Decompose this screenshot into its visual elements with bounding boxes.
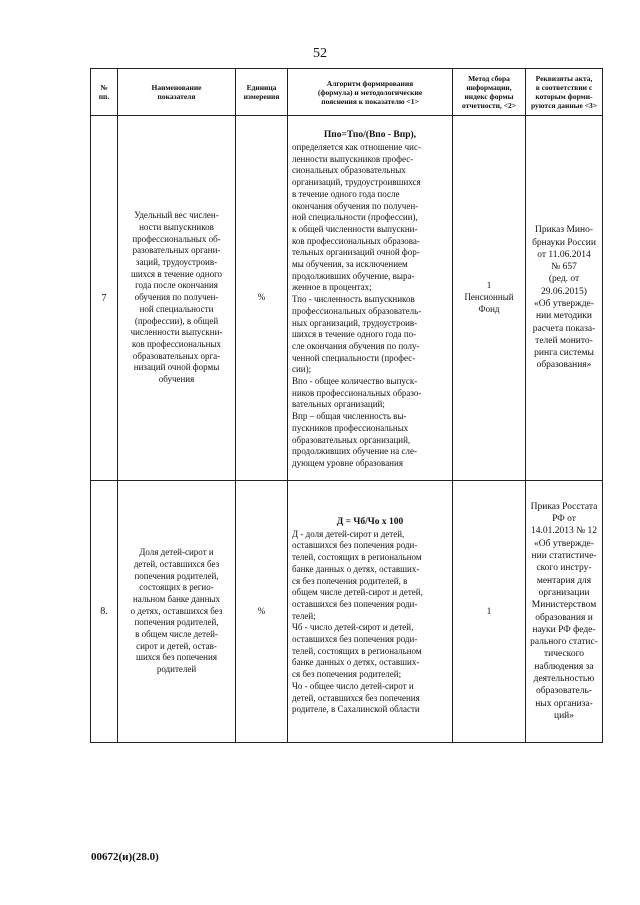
text-line: Министерством bbox=[531, 600, 597, 611]
text-line: вательных организаций; bbox=[292, 399, 385, 410]
text-line: дующем уровне образования bbox=[292, 457, 403, 468]
text-line: Впо - общее количество выпуск- bbox=[292, 376, 418, 387]
indicators-table bbox=[90, 68, 603, 743]
header-method bbox=[453, 69, 526, 116]
header-num bbox=[91, 69, 118, 116]
text-line: ков профессиональных bbox=[132, 338, 221, 349]
header-line: Наименование bbox=[151, 83, 202, 92]
text-line: № 657 bbox=[551, 262, 577, 273]
text-line: к общей численности выпускни- bbox=[292, 223, 418, 234]
formula: Ппо=Тпо/(Впо - Впр), bbox=[323, 130, 417, 141]
header-line: Метод сбора bbox=[468, 74, 510, 83]
formula: Д = Чб/Чо х 100 bbox=[336, 517, 404, 528]
header-line: Единица bbox=[246, 83, 277, 92]
text-line: Доля детей-сирот и bbox=[139, 547, 214, 558]
text-line: ся без попечения родителей; bbox=[292, 669, 402, 680]
text-line: женное в процентах; bbox=[292, 282, 372, 293]
header-line: измерения bbox=[243, 92, 280, 101]
text-line: 14.01.2013 № 12 bbox=[530, 526, 598, 537]
header-unit bbox=[236, 69, 288, 116]
text-line: попечения родителей, bbox=[134, 570, 219, 581]
header-line: Алгоритм формирования bbox=[326, 78, 414, 88]
text-line: определяется как отношение чис- bbox=[292, 142, 421, 152]
text-line: окончания обучения по получен- bbox=[292, 200, 419, 211]
collection-method bbox=[453, 116, 526, 481]
text-line: в общем числе детей- bbox=[135, 629, 218, 640]
text-line: Приказ Мино- bbox=[534, 225, 594, 236]
text-line: Тпо - численность выпускников bbox=[292, 294, 415, 305]
text-line: 1 bbox=[486, 280, 492, 291]
text-line: разовательных органи- bbox=[132, 245, 221, 256]
document-code: 00672(и)(28.0) bbox=[91, 851, 159, 863]
text-line: Чб - число детей-сирот и детей, bbox=[292, 622, 414, 633]
text-line: состоящих в регио- bbox=[139, 582, 214, 593]
text-line: (профессии), в общей bbox=[134, 315, 219, 326]
collection-method bbox=[453, 481, 526, 743]
header-line: Реквизиты акта, bbox=[535, 74, 593, 83]
text-line: Чо - общее число детей-сирот и bbox=[292, 680, 414, 691]
text-line: образовательных организаций, bbox=[292, 434, 411, 445]
text-line: банке данных о детях, оставших- bbox=[292, 657, 420, 668]
act-requisites bbox=[526, 481, 603, 743]
text-line: организации bbox=[538, 587, 590, 598]
text-line: ринга системы bbox=[534, 348, 594, 359]
text-line: ментария для bbox=[536, 575, 592, 586]
text-line: оставшихся без попечения роди- bbox=[292, 634, 418, 645]
indicator-name bbox=[118, 116, 236, 481]
header-line: руются данные <3> bbox=[530, 101, 598, 110]
text-line: образования» bbox=[536, 360, 592, 371]
header-line: (формула) и методологические bbox=[317, 87, 423, 97]
text-line: шихся в течение одного года по- bbox=[292, 329, 417, 340]
text-line: Д - доля детей-сирот и детей, bbox=[292, 528, 405, 539]
header-line: отчетности, <2> bbox=[461, 101, 517, 110]
row-number: 7 bbox=[91, 116, 118, 481]
text-line: сирот и детей, остав- bbox=[136, 640, 217, 651]
text-line: ченной специальности (профес- bbox=[292, 352, 416, 363]
text-line: брнауки России bbox=[532, 237, 596, 248]
text-line: продолживших обучение, выра- bbox=[292, 270, 415, 281]
text-line: Пенсионный bbox=[464, 292, 514, 303]
text-line: РФ от bbox=[552, 514, 576, 525]
page-number: 52 bbox=[313, 46, 327, 61]
text-line: нальном банке данных bbox=[132, 593, 221, 604]
text-line: Фонд bbox=[478, 303, 500, 314]
algorithm-text bbox=[288, 529, 452, 716]
text-line: телей монито- bbox=[535, 335, 593, 346]
text-line: обучения bbox=[158, 374, 195, 385]
text-line: ского инстру- bbox=[536, 563, 592, 574]
header-line: № bbox=[100, 83, 108, 92]
header-line: пояснения к показателю <1> bbox=[321, 96, 419, 106]
text-line: продолживших обучение на сле- bbox=[292, 446, 417, 457]
text-line: профессиональных образователь- bbox=[292, 305, 422, 316]
text-line: Удельный вес числен- bbox=[134, 210, 219, 221]
algorithm-text bbox=[288, 142, 452, 470]
text-line: тического bbox=[544, 649, 584, 660]
text-line: о детях, оставшихся без bbox=[130, 605, 223, 616]
text-line: телей, состоящих в региональном bbox=[292, 645, 422, 656]
header-algorithm bbox=[288, 69, 453, 116]
text-line: телей; bbox=[292, 610, 316, 621]
table-row bbox=[91, 481, 603, 743]
text-line: ков профессиональных образова- bbox=[292, 235, 420, 246]
text-line: ной специальности bbox=[139, 303, 214, 314]
text-line: 1 bbox=[486, 605, 492, 616]
header-line: показателя bbox=[157, 92, 196, 101]
text-line: образовательных орга- bbox=[132, 350, 221, 361]
text-line: мы обучения, за исключением bbox=[292, 259, 408, 270]
text-line: профессиональных об- bbox=[132, 233, 221, 244]
text-line: ленности выпускников профес- bbox=[292, 153, 414, 164]
header-name bbox=[118, 69, 236, 116]
act-requisites bbox=[526, 116, 603, 481]
text-line: деятельностью bbox=[533, 673, 595, 684]
unit-of-measure: % bbox=[236, 481, 288, 743]
algorithm-cell bbox=[288, 481, 453, 743]
text-line: попечения родителей, bbox=[134, 617, 219, 628]
table-header-row bbox=[91, 69, 603, 116]
text-line: родителе, в Сахалинской области bbox=[292, 704, 420, 715]
text-line: сии); bbox=[292, 364, 312, 375]
text-line: нии методики bbox=[536, 311, 592, 322]
header-line: информации, bbox=[466, 83, 512, 92]
text-line: Приказ Росстата bbox=[530, 501, 598, 512]
indicator-name bbox=[118, 481, 236, 743]
row-number: 8. bbox=[91, 481, 118, 743]
algorithm-cell bbox=[288, 116, 453, 481]
text-line: сиональных образовательных bbox=[292, 165, 406, 176]
text-line: расчета показа- bbox=[532, 323, 596, 334]
text-line: детей, оставшихся без bbox=[133, 558, 220, 569]
text-line: родителей bbox=[156, 664, 197, 675]
text-line: ности выпускников bbox=[139, 221, 214, 232]
text-line: наблюдения за bbox=[534, 661, 594, 672]
text-line: обучения по получен- bbox=[134, 292, 219, 303]
text-line: «Об утвержде- bbox=[534, 538, 594, 549]
text-line: «Об утвержде- bbox=[534, 299, 594, 309]
text-line: оставшихся без попечения роди- bbox=[292, 598, 418, 609]
text-line: в течение одного года после bbox=[292, 188, 400, 199]
header-line: пп. bbox=[98, 92, 110, 101]
text-line: шихся без попечения bbox=[136, 652, 217, 663]
unit-of-measure: % bbox=[236, 116, 288, 481]
text-line: ных организа- bbox=[535, 698, 593, 709]
text-line: образования и bbox=[535, 612, 593, 623]
text-line: сле окончания обучения по полу- bbox=[292, 340, 420, 351]
header-line: в соответствии с bbox=[535, 83, 593, 92]
text-line: ников профессиональных образо- bbox=[292, 387, 422, 398]
text-line: низаций очной формы bbox=[133, 362, 220, 373]
text-line: образователь- bbox=[536, 686, 592, 697]
text-line: общем числе детей-сирот и детей, bbox=[292, 587, 423, 598]
header-line: индекс формы bbox=[464, 92, 514, 101]
header-requisites bbox=[526, 69, 603, 116]
header-line: которым форми- bbox=[535, 92, 593, 101]
text-line: рального статис- bbox=[530, 637, 598, 648]
text-line: численности выпускни- bbox=[130, 327, 223, 338]
text-line: года после окончания bbox=[135, 280, 218, 291]
text-line: ной специальности (профессии), bbox=[292, 212, 418, 223]
text-line: пускников профессиональных bbox=[292, 422, 409, 433]
text-line: детей, оставшихся без попечения bbox=[292, 692, 420, 703]
text-line: организаций, трудоустроившихся bbox=[292, 177, 421, 188]
text-line: нии статистиче- bbox=[531, 551, 597, 562]
text-line: заций, трудоустроив- bbox=[135, 257, 218, 268]
text-line: 29.06.2015) bbox=[541, 286, 587, 297]
text-line: ных организаций, трудоустроив- bbox=[292, 317, 418, 328]
text-line: банке данных о детях, оставших- bbox=[292, 563, 420, 574]
text-line: Впр – общая численность вы- bbox=[292, 411, 407, 422]
text-line: ций» bbox=[553, 710, 574, 721]
text-line: науки РФ феде- bbox=[532, 624, 596, 635]
text-line: телей, состоящих в региональном bbox=[292, 552, 422, 563]
text-line: ся без попечения родителей, в bbox=[292, 575, 408, 586]
table-row bbox=[91, 116, 603, 481]
text-line: тельных организаций очной фор- bbox=[292, 247, 420, 258]
text-line: от 11.06.2014 bbox=[537, 249, 591, 260]
text-line: (ред. от bbox=[548, 274, 580, 285]
text-line: шихся в течение одного bbox=[130, 268, 223, 279]
text-line: оставшихся без попечения роди- bbox=[292, 540, 418, 551]
